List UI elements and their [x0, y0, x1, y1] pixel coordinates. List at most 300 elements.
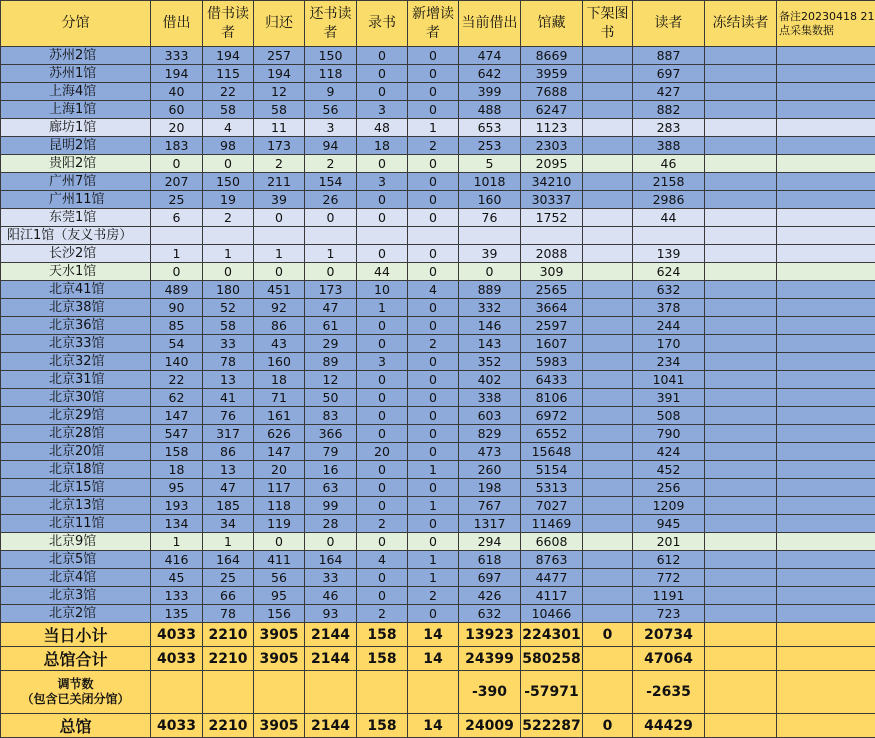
value-cell: 3905: [254, 623, 305, 647]
value-cell: 2986: [633, 191, 705, 209]
branch-name-cell: 北京33馆: [1, 335, 151, 353]
value-cell: 0: [357, 497, 408, 515]
value-cell: 0: [357, 371, 408, 389]
branch-name-cell: 苏州1馆: [1, 65, 151, 83]
value-cell: 2095: [521, 155, 583, 173]
branch-name-cell: 东莞1馆: [1, 209, 151, 227]
value-cell: 150: [203, 173, 254, 191]
value-cell: 0: [408, 479, 459, 497]
value-cell: [705, 47, 777, 65]
value-cell: 86: [203, 443, 254, 461]
value-cell: 0: [459, 263, 521, 281]
value-cell: 13: [203, 371, 254, 389]
value-cell: 161: [254, 407, 305, 425]
value-cell: 71: [254, 389, 305, 407]
value-cell: [203, 227, 254, 245]
value-cell: 58: [254, 101, 305, 119]
value-cell: 62: [151, 389, 203, 407]
value-cell: 253: [459, 137, 521, 155]
table-row: [1, 65, 875, 83]
value-cell: [305, 227, 357, 245]
note-cell: [777, 479, 875, 497]
value-cell: [583, 479, 633, 497]
value-cell: 170: [633, 335, 705, 353]
value-cell: 48: [357, 119, 408, 137]
value-cell: [705, 587, 777, 605]
value-cell: 1752: [521, 209, 583, 227]
value-cell: 0: [357, 479, 408, 497]
note-cell: [777, 155, 875, 173]
value-cell: 52: [203, 299, 254, 317]
value-cell: 20: [151, 119, 203, 137]
branch-name-cell: 北京15馆: [1, 479, 151, 497]
value-cell: 0: [408, 515, 459, 533]
value-cell: [705, 533, 777, 551]
branch-name-cell: 北京30馆: [1, 389, 151, 407]
value-cell: 244: [633, 317, 705, 335]
value-cell: 260: [459, 461, 521, 479]
value-cell: 2144: [305, 714, 357, 738]
value-cell: 201: [633, 533, 705, 551]
value-cell: 632: [633, 281, 705, 299]
table-row: [1, 479, 875, 497]
value-cell: 603: [459, 407, 521, 425]
value-cell: 158: [357, 714, 408, 738]
note-cell: [777, 47, 875, 65]
value-cell: 0: [357, 191, 408, 209]
branch-name-cell: 广州11馆: [1, 191, 151, 209]
note-cell: [777, 551, 875, 569]
value-cell: [583, 647, 633, 671]
value-cell: [583, 461, 633, 479]
value-cell: 9: [305, 83, 357, 101]
value-cell: 4033: [151, 623, 203, 647]
value-cell: 0: [357, 245, 408, 263]
value-cell: 474: [459, 47, 521, 65]
value-cell: 44: [633, 209, 705, 227]
value-cell: 50: [305, 389, 357, 407]
note-cell: [777, 443, 875, 461]
branch-name-cell: 北京31馆: [1, 371, 151, 389]
value-cell: 95: [254, 587, 305, 605]
value-cell: 24009: [459, 714, 521, 738]
value-cell: 76: [203, 407, 254, 425]
value-cell: 1: [408, 119, 459, 137]
value-cell: 118: [254, 497, 305, 515]
value-cell: 28: [305, 515, 357, 533]
value-cell: [151, 227, 203, 245]
value-cell: 0: [408, 605, 459, 623]
table-row: [1, 137, 875, 155]
header-cell: 当前借出: [459, 1, 521, 47]
value-cell: [583, 515, 633, 533]
note-cell: [777, 137, 875, 155]
value-cell: [583, 587, 633, 605]
header-note-cell: 备注20230418 21点采集数据: [777, 1, 875, 47]
value-cell: 1: [254, 245, 305, 263]
value-cell: 283: [633, 119, 705, 137]
value-cell: 139: [633, 245, 705, 263]
value-cell: 56: [305, 101, 357, 119]
value-cell: 164: [203, 551, 254, 569]
value-cell: 0: [408, 65, 459, 83]
note-cell: [777, 317, 875, 335]
value-cell: 1: [408, 569, 459, 587]
note-cell: [777, 191, 875, 209]
branch-name-cell: 北京36馆: [1, 317, 151, 335]
value-cell: 34210: [521, 173, 583, 191]
table-row: [1, 191, 875, 209]
value-cell: 0: [408, 371, 459, 389]
value-cell: 653: [459, 119, 521, 137]
value-cell: 829: [459, 425, 521, 443]
note-cell: [777, 605, 875, 623]
value-cell: 1: [408, 461, 459, 479]
value-cell: [408, 227, 459, 245]
value-cell: [705, 479, 777, 497]
value-cell: 156: [254, 605, 305, 623]
value-cell: 95: [151, 479, 203, 497]
value-cell: 185: [203, 497, 254, 515]
header-cell: 分馆: [1, 1, 151, 47]
branch-name-cell: 调节数 （包含已关闭分馆）: [1, 671, 151, 714]
value-cell: 6: [151, 209, 203, 227]
note-cell: [777, 533, 875, 551]
value-cell: 332: [459, 299, 521, 317]
note-cell: [777, 623, 875, 647]
table-row: [1, 407, 875, 425]
value-cell: 945: [633, 515, 705, 533]
value-cell: 522287: [521, 714, 583, 738]
value-cell: 83: [305, 407, 357, 425]
value-cell: 30337: [521, 191, 583, 209]
value-cell: 338: [459, 389, 521, 407]
value-cell: [459, 227, 521, 245]
value-cell: [583, 245, 633, 263]
value-cell: [633, 227, 705, 245]
value-cell: 193: [151, 497, 203, 515]
value-cell: 207: [151, 173, 203, 191]
value-cell: 0: [357, 389, 408, 407]
value-cell: 2144: [305, 647, 357, 671]
value-cell: 12: [305, 371, 357, 389]
branch-name-cell: 北京2馆: [1, 605, 151, 623]
value-cell: 93: [305, 605, 357, 623]
value-cell: [357, 671, 408, 714]
value-cell: 1: [408, 551, 459, 569]
value-cell: 1018: [459, 173, 521, 191]
value-cell: [583, 83, 633, 101]
header-cell: 借书读者: [203, 1, 254, 47]
header-cell: 借出: [151, 1, 203, 47]
note-cell: [777, 425, 875, 443]
value-cell: [705, 623, 777, 647]
note-cell: [777, 515, 875, 533]
value-cell: 0: [408, 83, 459, 101]
value-cell: [583, 119, 633, 137]
value-cell: 33: [305, 569, 357, 587]
value-cell: 2144: [305, 623, 357, 647]
value-cell: [705, 209, 777, 227]
branch-name-cell: 北京18馆: [1, 461, 151, 479]
value-cell: [705, 461, 777, 479]
value-cell: 2: [408, 587, 459, 605]
value-cell: [583, 371, 633, 389]
value-cell: 158: [151, 443, 203, 461]
value-cell: [583, 425, 633, 443]
value-cell: 10: [357, 281, 408, 299]
value-cell: 13: [203, 461, 254, 479]
value-cell: [705, 65, 777, 83]
value-cell: 14: [408, 647, 459, 671]
value-cell: 887: [633, 47, 705, 65]
value-cell: 0: [408, 47, 459, 65]
note-cell: [777, 671, 875, 714]
value-cell: 46: [633, 155, 705, 173]
value-cell: 4033: [151, 714, 203, 738]
table-row: [1, 299, 875, 317]
table-row: [1, 371, 875, 389]
value-cell: 20734: [633, 623, 705, 647]
value-cell: 294: [459, 533, 521, 551]
table-row: [1, 461, 875, 479]
value-cell: 25: [151, 191, 203, 209]
table-row: [1, 335, 875, 353]
note-cell: [777, 263, 875, 281]
value-cell: [705, 317, 777, 335]
value-cell: 378: [633, 299, 705, 317]
value-cell: [583, 65, 633, 83]
value-cell: -57971: [521, 671, 583, 714]
value-cell: 79: [305, 443, 357, 461]
table-row: [1, 155, 875, 173]
value-cell: 18: [357, 137, 408, 155]
table-row: [1, 173, 875, 191]
table-row: [1, 83, 875, 101]
value-cell: 6552: [521, 425, 583, 443]
value-cell: 416: [151, 551, 203, 569]
value-cell: [705, 137, 777, 155]
value-cell: 0: [357, 317, 408, 335]
value-cell: 0: [151, 263, 203, 281]
value-cell: 1123: [521, 119, 583, 137]
note-cell: [777, 461, 875, 479]
table-row: [1, 497, 875, 515]
value-cell: 6972: [521, 407, 583, 425]
value-cell: [705, 281, 777, 299]
table-row: [1, 353, 875, 371]
value-cell: [705, 83, 777, 101]
value-cell: [583, 299, 633, 317]
value-cell: 2: [408, 137, 459, 155]
table-row: [1, 317, 875, 335]
value-cell: 0: [408, 425, 459, 443]
header-cell: 录书: [357, 1, 408, 47]
value-cell: 8669: [521, 47, 583, 65]
value-cell: 4: [408, 281, 459, 299]
value-cell: 0: [357, 533, 408, 551]
value-cell: [705, 425, 777, 443]
value-cell: [583, 443, 633, 461]
value-cell: 2: [203, 209, 254, 227]
value-cell: 0: [408, 407, 459, 425]
value-cell: 224301: [521, 623, 583, 647]
note-cell: [777, 587, 875, 605]
value-cell: [583, 671, 633, 714]
value-cell: 452: [633, 461, 705, 479]
value-cell: 0: [408, 317, 459, 335]
value-cell: 0: [254, 209, 305, 227]
branch-name-cell: 长沙2馆: [1, 245, 151, 263]
value-cell: 0: [254, 263, 305, 281]
value-cell: 4117: [521, 587, 583, 605]
value-cell: 63: [305, 479, 357, 497]
value-cell: 0: [408, 299, 459, 317]
value-cell: 772: [633, 569, 705, 587]
value-cell: 427: [633, 83, 705, 101]
value-cell: 0: [254, 533, 305, 551]
branch-name-cell: 贵阳2馆: [1, 155, 151, 173]
value-cell: 697: [633, 65, 705, 83]
branch-name-cell: 总馆合计: [1, 647, 151, 671]
note-cell: [777, 714, 875, 738]
value-cell: 0: [583, 714, 633, 738]
value-cell: 0: [583, 623, 633, 647]
value-cell: 0: [151, 155, 203, 173]
table-row: [1, 569, 875, 587]
value-cell: [583, 137, 633, 155]
value-cell: 0: [357, 587, 408, 605]
value-cell: 5: [459, 155, 521, 173]
value-cell: 60: [151, 101, 203, 119]
table-row: [1, 551, 875, 569]
value-cell: 150: [305, 47, 357, 65]
value-cell: 76: [459, 209, 521, 227]
value-cell: 34: [203, 515, 254, 533]
value-cell: [583, 407, 633, 425]
value-cell: 78: [203, 605, 254, 623]
value-cell: 94: [305, 137, 357, 155]
note-cell: [777, 389, 875, 407]
note-cell: [777, 353, 875, 371]
value-cell: 0: [408, 101, 459, 119]
value-cell: 58: [203, 101, 254, 119]
value-cell: 402: [459, 371, 521, 389]
value-cell: 4033: [151, 647, 203, 671]
value-cell: 388: [633, 137, 705, 155]
value-cell: [705, 551, 777, 569]
value-cell: 89: [305, 353, 357, 371]
value-cell: 16: [305, 461, 357, 479]
value-cell: 134: [151, 515, 203, 533]
value-cell: 47: [203, 479, 254, 497]
branch-name-cell: 北京9馆: [1, 533, 151, 551]
value-cell: [583, 155, 633, 173]
value-cell: 147: [151, 407, 203, 425]
value-cell: 2210: [203, 647, 254, 671]
value-cell: [583, 47, 633, 65]
value-cell: 0: [357, 335, 408, 353]
value-cell: 2597: [521, 317, 583, 335]
value-cell: 61: [305, 317, 357, 335]
value-cell: 1: [203, 245, 254, 263]
value-cell: [705, 407, 777, 425]
value-cell: 4: [357, 551, 408, 569]
value-cell: 8106: [521, 389, 583, 407]
value-cell: 115: [203, 65, 254, 83]
branch-name-cell: 苏州2馆: [1, 47, 151, 65]
value-cell: 0: [408, 209, 459, 227]
value-cell: 889: [459, 281, 521, 299]
value-cell: 767: [459, 497, 521, 515]
branch-name-cell: 天水1馆: [1, 263, 151, 281]
value-cell: 618: [459, 551, 521, 569]
value-cell: 0: [408, 191, 459, 209]
value-cell: 164: [305, 551, 357, 569]
value-cell: 2303: [521, 137, 583, 155]
value-cell: [583, 281, 633, 299]
value-cell: 20: [254, 461, 305, 479]
branch-name-cell: 北京11馆: [1, 515, 151, 533]
header-cell: 冻结读者: [705, 1, 777, 47]
branch-name-cell: 北京41馆: [1, 281, 151, 299]
value-cell: 8763: [521, 551, 583, 569]
value-cell: 45: [151, 569, 203, 587]
value-cell: 2: [408, 335, 459, 353]
note-cell: [777, 299, 875, 317]
branch-name-cell: 阳江1馆（友义书房）: [1, 227, 151, 245]
header-cell: 馆藏: [521, 1, 583, 47]
value-cell: 5154: [521, 461, 583, 479]
value-cell: 0: [408, 443, 459, 461]
value-cell: [583, 605, 633, 623]
value-cell: [583, 533, 633, 551]
branch-name-cell: 总馆: [1, 714, 151, 738]
value-cell: 1: [203, 533, 254, 551]
value-cell: [357, 227, 408, 245]
value-cell: 44: [357, 263, 408, 281]
value-cell: [705, 569, 777, 587]
value-cell: 489: [151, 281, 203, 299]
value-cell: 41: [203, 389, 254, 407]
value-cell: 0: [357, 569, 408, 587]
value-cell: [583, 101, 633, 119]
value-cell: 13923: [459, 623, 521, 647]
table-row: [1, 533, 875, 551]
value-cell: 11469: [521, 515, 583, 533]
note-cell: [777, 497, 875, 515]
value-cell: 2210: [203, 714, 254, 738]
value-cell: 158: [357, 623, 408, 647]
value-cell: [705, 173, 777, 191]
branch-name-cell: 廊坊1馆: [1, 119, 151, 137]
value-cell: 6433: [521, 371, 583, 389]
value-cell: 391: [633, 389, 705, 407]
value-cell: 488: [459, 101, 521, 119]
value-cell: [583, 317, 633, 335]
value-cell: 7027: [521, 497, 583, 515]
value-cell: 183: [151, 137, 203, 155]
table-row: [1, 389, 875, 407]
value-cell: 234: [633, 353, 705, 371]
branch-name-cell: 北京3馆: [1, 587, 151, 605]
note-cell: [777, 209, 875, 227]
table-row: [1, 47, 875, 65]
value-cell: 47: [305, 299, 357, 317]
value-cell: 20: [357, 443, 408, 461]
branch-name-cell: 北京13馆: [1, 497, 151, 515]
value-cell: 3905: [254, 714, 305, 738]
